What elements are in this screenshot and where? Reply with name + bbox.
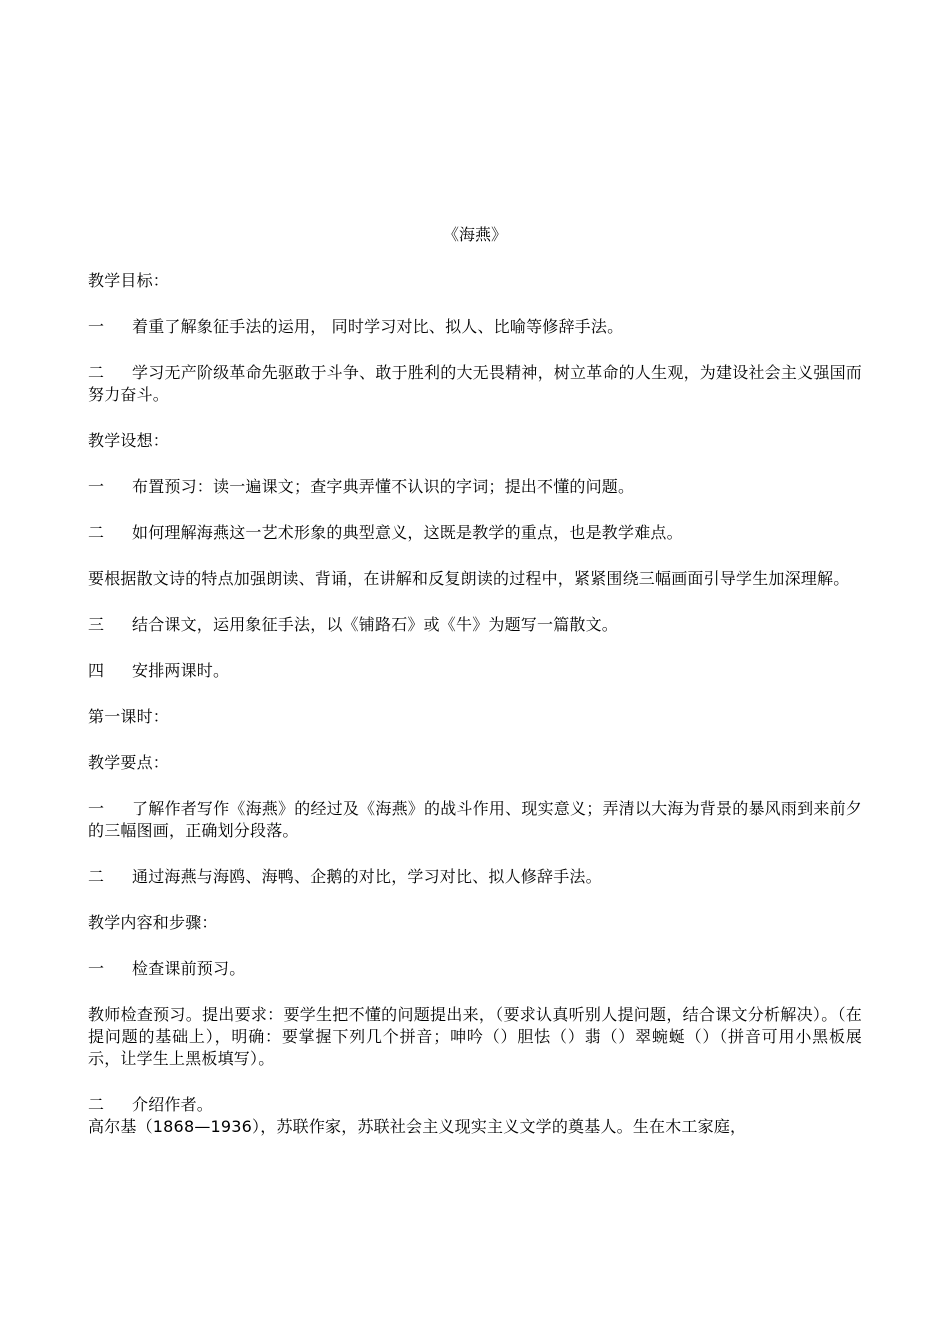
item-text: 学习无产阶级革命先驱敢于斗争、敢于胜利的大无畏精神，树立革命的人生观，为建设社会主义强国而努力奋斗。 [88, 363, 862, 404]
item-number: 二 [88, 363, 105, 382]
plan-item-4 [88, 660, 862, 682]
item-number: 二 [88, 1095, 105, 1114]
objective-item-1 [88, 316, 862, 338]
item-text: 布置预习：读一遍课文；查字典弄懂不认识的字词；提出不懂的问题。 [132, 477, 635, 496]
section-heading-key-points: 教学要点： [88, 753, 170, 772]
section-heading-objectives: 教学目标： [88, 271, 170, 290]
item-text: 介绍作者。 [132, 1095, 214, 1114]
key-point-2 [88, 866, 862, 888]
document-title: 《海燕》 [442, 225, 507, 244]
section-heading-lesson-1: 第一课时： [88, 707, 170, 726]
item-text: 了解作者写作《海燕》的经过及《海燕》的战斗作用、现实意义；弄清以大海为背景的暴风雨到来前夕的三幅图画，正确划分段落。 [88, 799, 862, 840]
item-number: 四 [88, 661, 105, 680]
plan-item-2 [88, 522, 862, 544]
section-heading-steps: 教学内容和步骤： [88, 913, 218, 932]
item-text: 安排两课时。 [132, 661, 230, 680]
item-text: 通过海燕与海鸥、海鸭、企鹅的对比，学习对比、拟人修辞手法。 [132, 867, 602, 886]
item-number: 一 [88, 317, 105, 336]
item-number: 二 [88, 867, 105, 886]
item-number: 三 [88, 615, 105, 634]
item-text: 检查课前预习。 [132, 959, 246, 978]
item-text: 着重了解象征手法的运用， 同时学习对比、拟人、比喻等修辞手法。 [132, 317, 624, 336]
step-paragraph: 教师检查预习。提出要求：要学生把不懂的问题提出来，（要求认真听别人提问题，结合课文分析解决）。（在提问题的基础上），明确：要掌握下列几个拼音；呻吟（）胆怯（）翡（）翠蜿蜒（）（拼音可用小黑板展示，让学生上黑板填写）。 [88, 1005, 862, 1068]
item-number: 一 [88, 477, 105, 496]
item-number: 一 [88, 959, 105, 978]
plan-item-3 [88, 614, 862, 636]
step-item-1 [88, 958, 862, 980]
author-paragraph: 高尔基（1868—1936），苏联作家，苏联社会主义现实主义文学的奠基人。生在木工家庭， [88, 1117, 747, 1136]
item-text: 结合课文，运用象征手法，以《铺路石》或《牛》为题写一篇散文。 [132, 615, 619, 634]
step-item-2 [88, 1094, 862, 1116]
item-text: 如何理解海燕这一艺术形象的典型意义，这既是教学的重点，也是教学难点。 [132, 523, 683, 542]
plan-item-1 [88, 476, 862, 498]
objective-item-2 [88, 362, 862, 406]
item-number: 一 [88, 799, 105, 818]
section-heading-plan: 教学设想： [88, 431, 170, 450]
document-page [88, 224, 862, 1138]
plan-paragraph: 要根据散文诗的特点加强朗读、背诵，在讲解和反复朗读的过程中，紧紧围绕三幅画面引导学生加深理解。 [88, 569, 850, 588]
key-point-1 [88, 798, 862, 842]
item-number: 二 [88, 523, 105, 542]
